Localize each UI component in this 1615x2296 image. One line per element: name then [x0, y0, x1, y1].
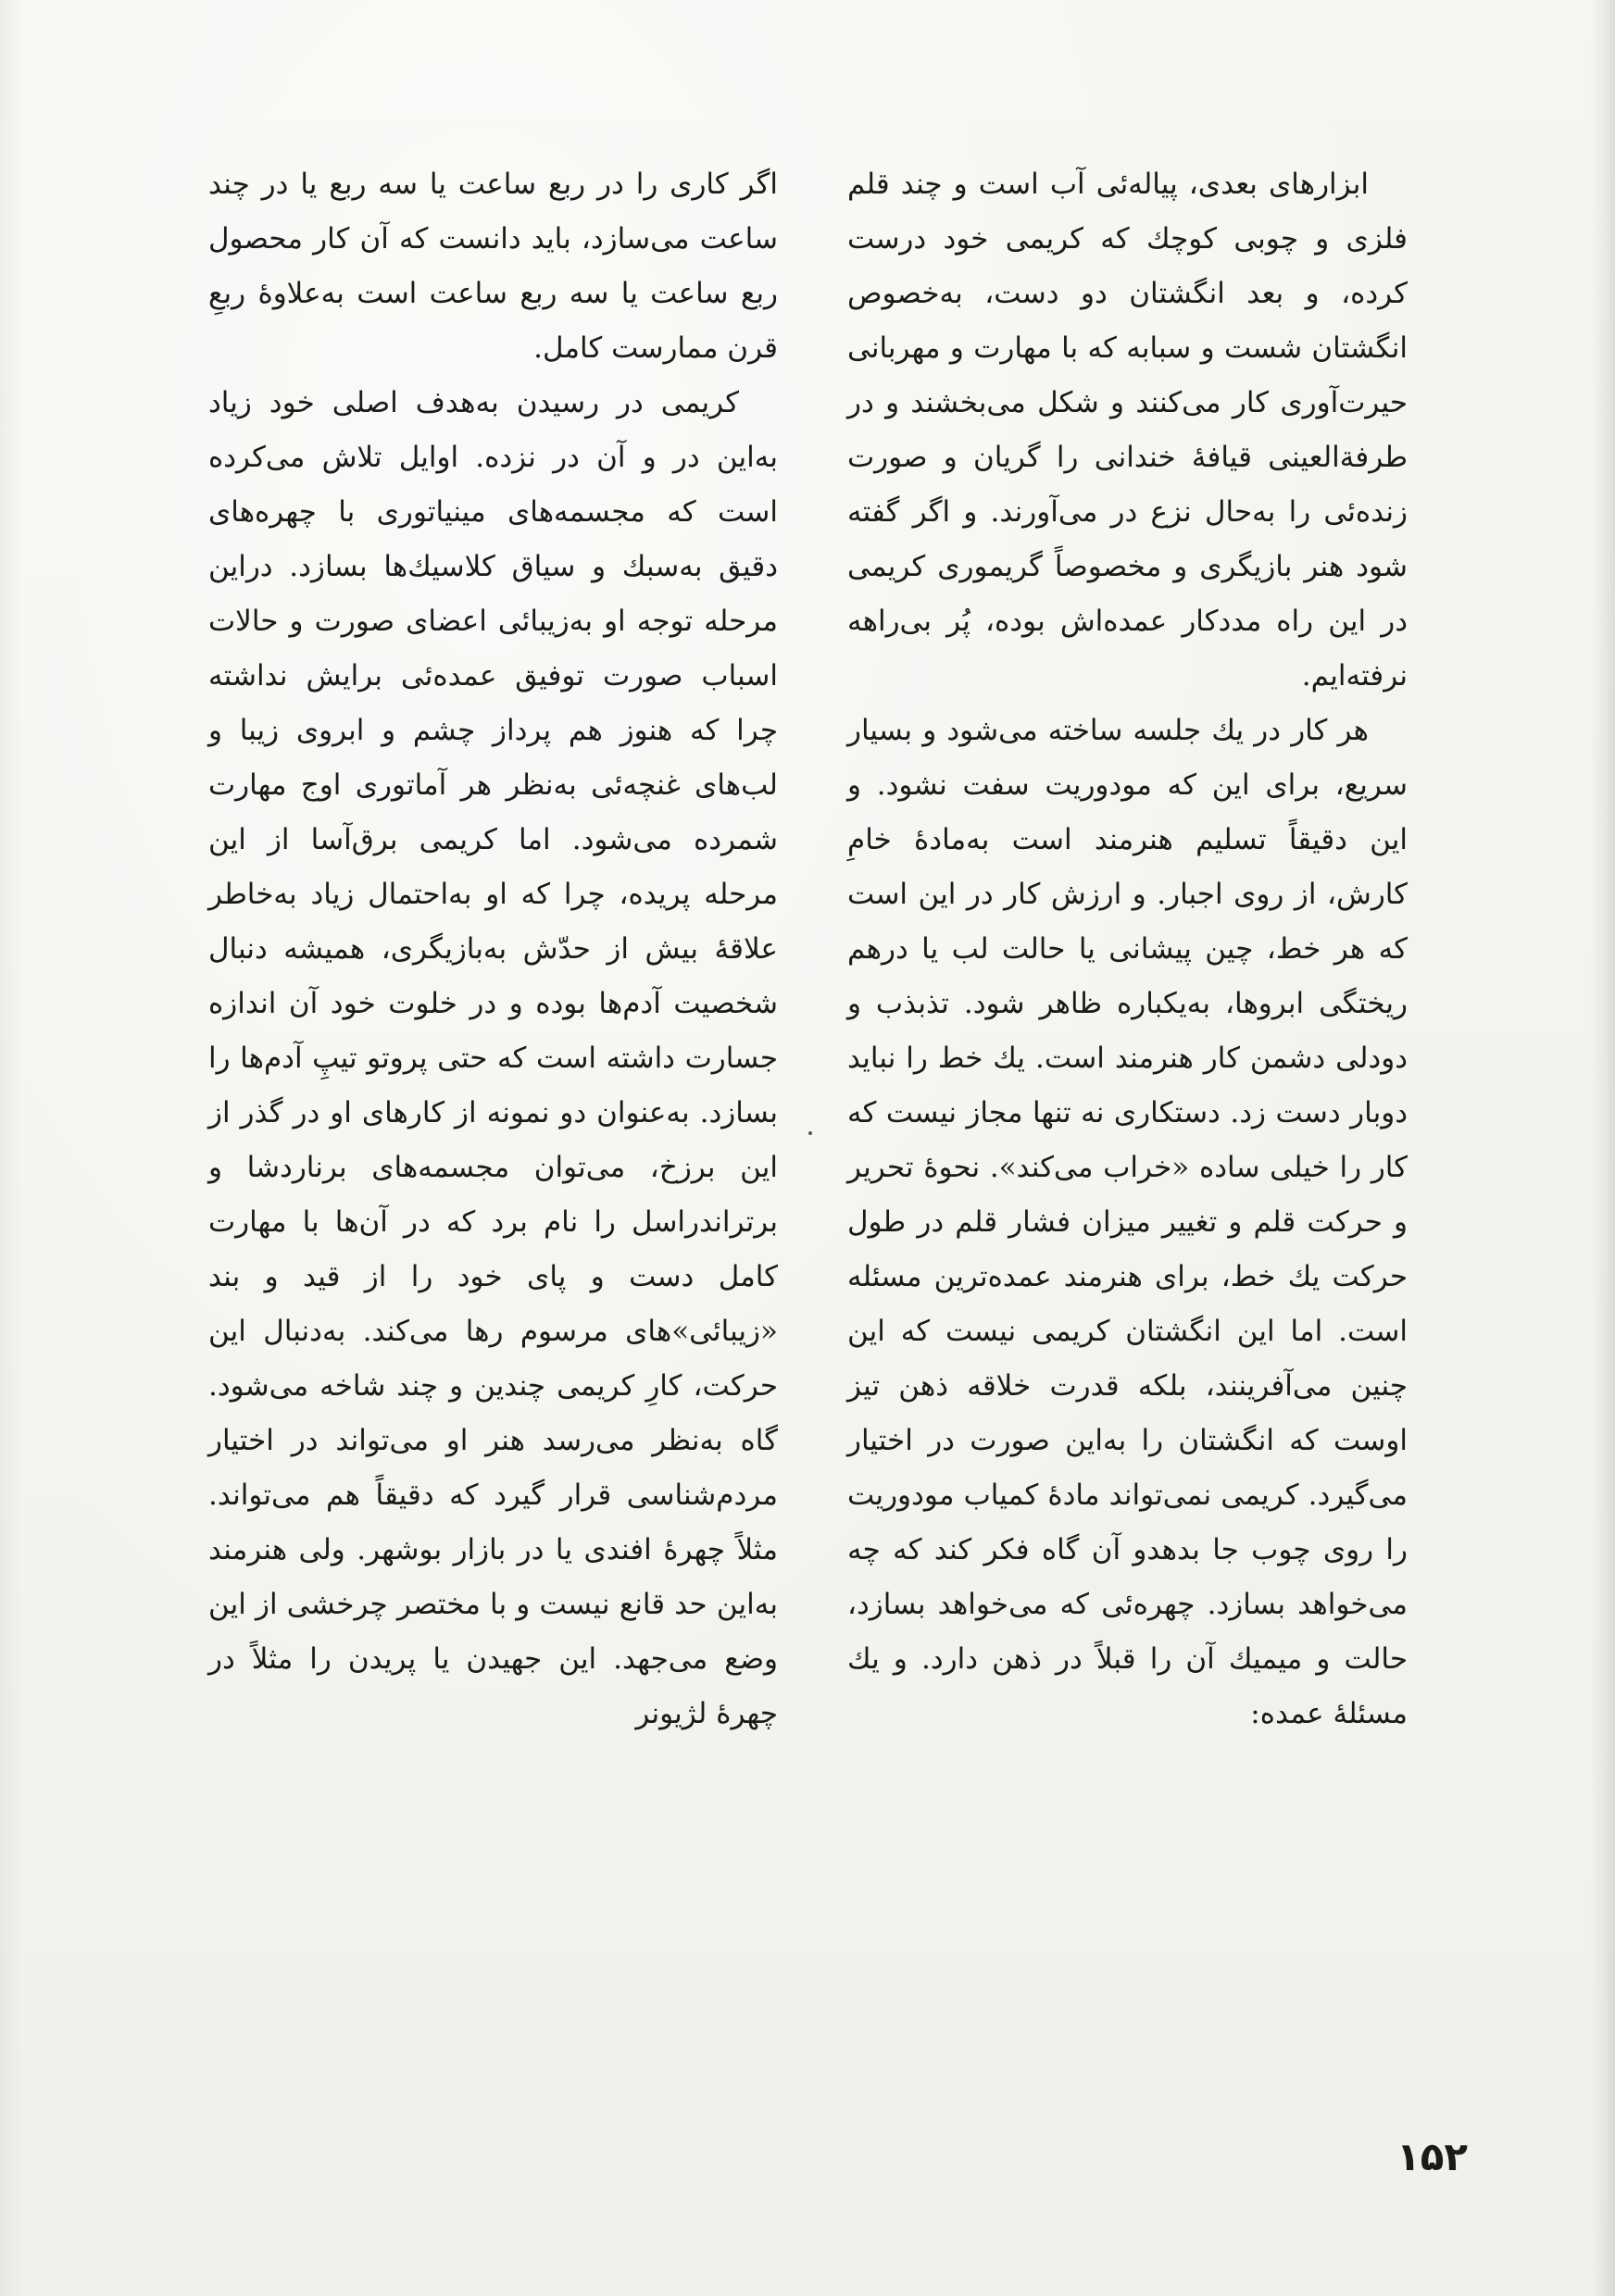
paragraph: هر کار در یك جلسه ساخته می‌شود و بسیار سریع، برای این که مودوریت سفت نشود. و این دقیقاً تسلیم هنرمند است به‌مادهٔ خامِ کارش، از روی اجبار. و ارزش کار در این است که هر خط، چین پیشانی یا حالت لب یا درهم ریختگی ابروها، به‌یکباره ظاهر شود. تذبذب و دودلی دشمن کار هنرمند است. یك خط را نباید دوبار دست زد. دستکاری نه تنها مجاز نیست که کار را خیلی ساده «خراب می‌کند». نحوهٔ تحریر و حرکت قلم و تغییر میزان فشار قلم در طول حرکت یك خط، برای هنرمند عمده‌ترین مسئله است. اما این انگشتان کریمی نیست که این چنین می‌آفرینند، بلکه قدرت خلاقه ذهن تیز اوست که انگشتان را به‌این صورت در اختیار می‌گیرد. کریمی نمی‌تواند مادهٔ کمیاب مودوریت را روی چوب جا بدهدو آن گاه فکر کند که چه می‌خواهد بسازد. چهره‌ئی که می‌خواهد بسازد، حالت و میمیك آن را قبلاً در ذهن دارد. و یك مسئلهٔ عمده: [847, 714, 1408, 1730]
ink-speck [808, 1131, 812, 1135]
page-edge-shadow-left [0, 0, 24, 2296]
paragraph: اگر کاری را در ربع ساعت یا سه ربع یا در چند ساعت می‌سازد، باید دانست که آن کار محصول ربع ساعت یا سه ربع ساعت است به‌علاوهٔ ربعِ قرن ممارست کامل. [208, 168, 778, 365]
text-column-right [847, 157, 1408, 1741]
text-column-left [208, 157, 778, 1741]
page-edge-shadow-right [1591, 0, 1615, 2296]
paragraph: کریمی در رسیدن به‌هدف اصلی خود زیاد به‌این در و آن در نزده. اوایل تلاش می‌کرده است که مجسمه‌های مینیاتوری با چهره‌های دقیق به‌سبك و سیاق کلاسیك‌ها بسازد. دراین مرحله توجه او به‌زیبائی اعضای صورت و حالات اسباب صورت توفیق عمده‌ئی برایش نداشته چرا که هنوز هم پرداز چشم و ابروی زیبا و لب‌های غنچه‌ئی به‌نظر هر آماتوری اوج مهارت شمرده می‌شود. اما کریمی برق‌آسا از این مرحله پریده، چرا که او به‌احتمال زیاد به‌خاطر علاقهٔ بیش از حدّش به‌بازیگری، همیشه دنبال شخصیت آدم‌ها بوده و در خلوت خود آن اندازه جسارت داشته است که حتی پروتو تیپِ آدم‌ها را بسازد. به‌عنوان دو نمونه از کارهای او در گذر از این برزخ، می‌توان مجسمه‌های برناردشا و برتراندراسل را نام برد که در آن‌ها با مهارت کامل دست و پای خود را از قید و بند «زیبائی»های مرسوم رها می‌کند. به‌دنبال این حرکت، کارِ کریمی چندین و چند شاخه می‌شود. گاه به‌نظر می‌رسد هنر او می‌تواند در اختیار مردم‌شناسی قرار گیرد که دقیقاً هم می‌تواند. مثلاً چهرهٔ افندی یا در بازار بوشهر. ولی هنرمند به‌این حد قانع نیست و با مختصر چرخشی از این وضع می‌جهد. این جهیدن یا پریدن را مثلاً در چهرهٔ لژیونر [208, 386, 778, 1730]
page-number: ۱۵۲ [1396, 2134, 1468, 2179]
paragraph: ابزارهای بعدی، پیاله‌ئی آب است و چند قلم فلزی و چوبی کوچك که کریمی خود درست کرده، و بعد انگشتان دو دست، به‌خصوص انگشتان شست و سبابه که با مهارت و مهربانی حیرت‌آوری کار می‌کنند و شکل می‌بخشند و در طرفةالعینی قیافهٔ خندانی را گریان و صورت زنده‌ئی را به‌حال نزع در می‌آورند. و اگر گفته شود هنر بازیگری و مخصوصاً گریموری کریمی در این راه مددکار عمده‌اش بوده، پُر بی‌راهه نرفته‌ایم. [847, 168, 1408, 693]
